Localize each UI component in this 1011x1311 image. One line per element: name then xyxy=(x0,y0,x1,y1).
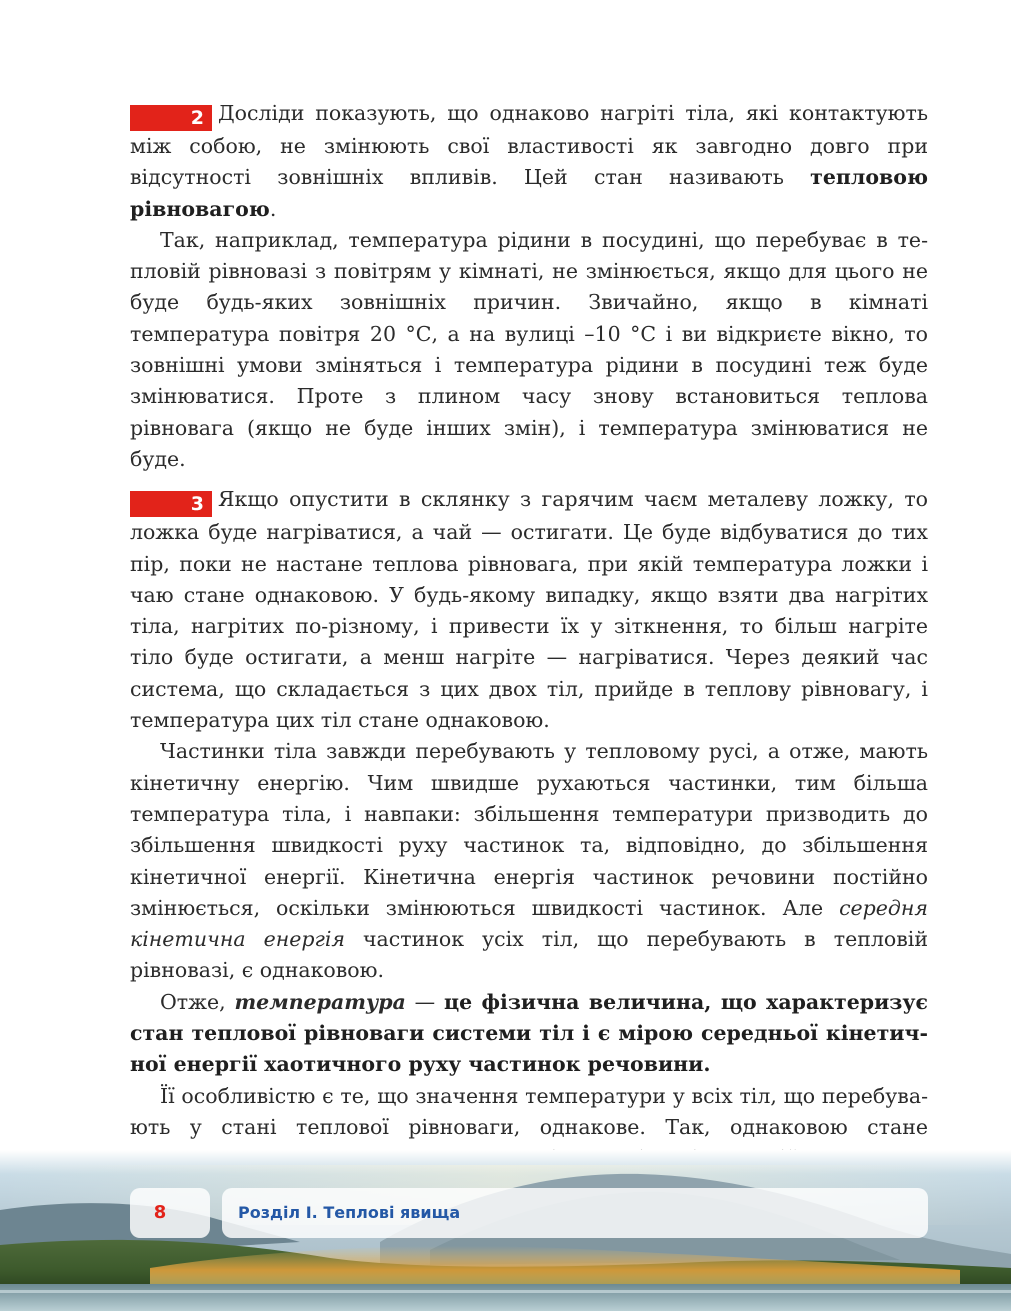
section-3-paragraph-1: 3 Якщо опустити в склянку з гарячим чаєм металеву ложку, то ложка буде нагріватися, а чай — остигати. Це буде відбуватися до тих пір, поки не настане теплова рівновага, при якій температура ложки і чаю стане однаковою. У будь-якому випадку, якщо взяти два нагрітих тіла, нагрітих по-різному, і привести їх у зіткнення, то більш нагріте тіло буде остигати, а менш нагріте — нагріватися. Через деякий час система, що складається з цих двох тіл, прийде в теплову рівновагу, і температура цих тіл стане однаковою. xyxy=(130,487,928,733)
temperature-definition: це фізична величина, що характеризує стан теплової рівноваги системи тіл і є мірою середньої кінетичної енергії хаотичного руху частинок речовини. xyxy=(130,989,928,1077)
footer-bar xyxy=(130,1188,928,1238)
section-3-paragraph-4: Її особливістю є те, що значення температури у всіх тіл, що перебувають у стані теплової рівноваги, однакове. Так, однаковою стане xyxy=(130,1083,928,1139)
section-marker-2: 2 xyxy=(130,105,212,131)
term-thermal-equilibrium: тепловою рівновагою xyxy=(130,165,928,221)
section-2-paragraph-1: 2 Досліди показують, що однаково нагріті тіла, які контактують між собою, не змінюють свої властивості як завгодно довго при відсутності зовнішніх впливів. Цей стан називають тепловою рівновагою. xyxy=(130,101,928,221)
term-temperature: температура xyxy=(234,989,406,1014)
page-content xyxy=(130,98,928,1279)
section-2-paragraph-2: Так, наприклад, температура рідини в посудині, що перебуває в тепловій рівновазі з повітрям у кімнаті, не змінюється, якщо для цього не буде будь-яких зовнішніх причин. Звичайно, якщо в кімнаті температура повітря 20 °С, а на вулиці –10 °С і ви відкриєте вікно, то зовнішні умови зміняться і температура рідини в посудині теж буде змінюватися. Проте з плином часу знову встановиться теплова рівновага (якщо не буде інших змін), і температура змінюватися не буде. xyxy=(130,227,928,471)
term-average-kinetic-energy: середня кінетична енергія xyxy=(130,895,928,952)
chapter-title: Розділ І. Теплові явища xyxy=(238,1203,461,1222)
footer-landscape xyxy=(0,1150,1011,1311)
page-number: 8 xyxy=(153,1202,167,1223)
section-marker-3: 3 xyxy=(130,491,212,517)
page-number-box xyxy=(130,1188,210,1238)
section-3-paragraph-2: Частинки тіла завжди перебувають у тепловому русі, а отже, мають кінетичну енергію. Чим швидше рухаються частинки, тим більша температура тіла, і навпаки: збільшення температури призводить до збільшення швидкості руху частинок та, відповідно, до збільшення кінетичної енергії. Кінетична енергія частинок речовини постійно змінюється, оскільки змінюються швидкості частинок. Але середня кінетична енергія частинок усіх тіл, що перебувають в тепловій рівновазі, є однаковою. xyxy=(130,739,928,983)
chapter-box xyxy=(222,1188,928,1238)
section-3-definition: Отже, температура — це фізична величина, що характеризує стан теплової рівноваги системи тіл і є мірою середньої кінетичної енергії хаотичного руху частинок речовини. xyxy=(130,989,928,1077)
